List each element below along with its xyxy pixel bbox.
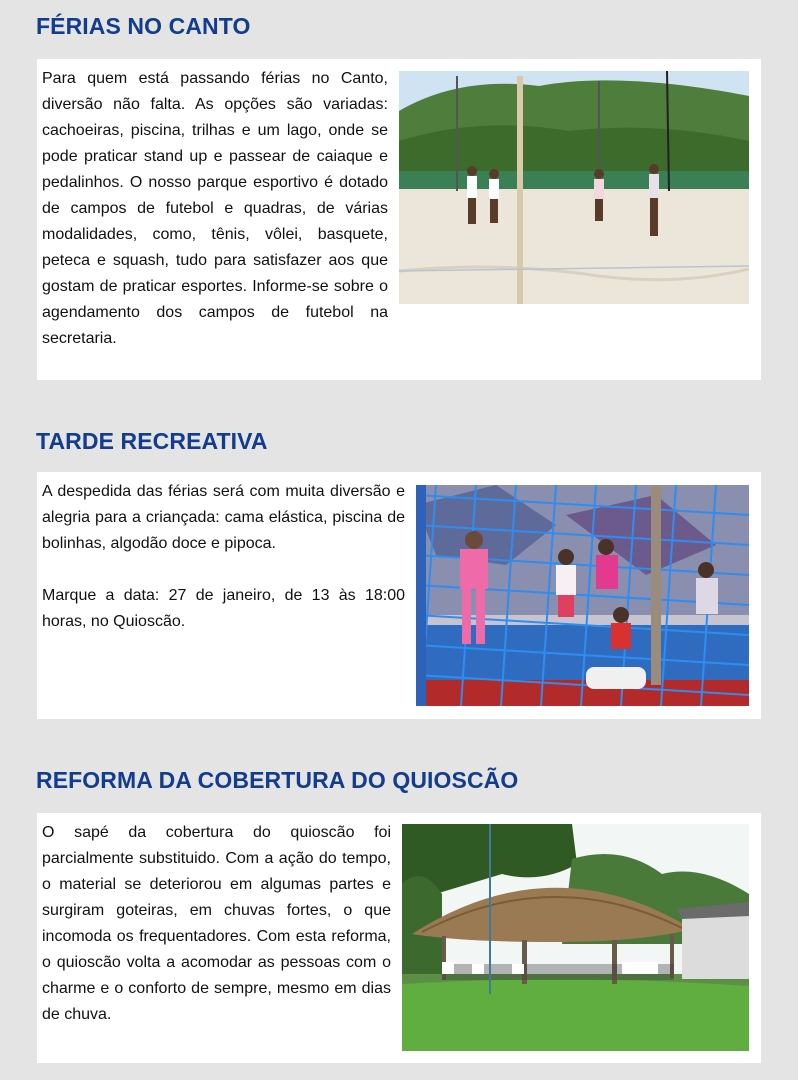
section-card	[37, 59, 761, 380]
paragraph: A despedida das férias será com muita diversão e alegria para a criançada: cama elástica, piscina de bolinhas, algodão doce e pipoca.	[42, 483, 405, 552]
section-text	[42, 820, 391, 1028]
section-title: TARDE RECREATIVA	[36, 428, 268, 454]
beach-volleyball-photo	[399, 71, 749, 304]
paragraph: Para quem está passando férias no Canto, diversão não falta. As opções são variadas: cachoeiras, piscina, trilhas e um lago, onde se pode praticar stand up e passear de caiaque e pedalinhos. O nosso parque esportivo é dotado de campos de futebol e quadras, de várias modalidades, como, tênis, vôlei, basquete, peteca e squash, tudo para satisfazer aos que gostam de praticar esportes. Informe-se sobre o agendamento dos campos de futebol na secretaria.	[42, 70, 388, 347]
section-title: FÉRIAS NO CANTO	[36, 13, 251, 39]
section-text	[42, 66, 388, 352]
section-text	[42, 479, 405, 635]
paragraph: O sapé da cobertura do quioscão foi parcialmente substituido. Com a ação do tempo, o material se deteriorou em algumas partes e surgiram goteiras, em chuvas fortes, o que incomoda os frequentadores. Com esta reforma, o quioscão volta a acomodar as pessoas com o charme e o conforto de sempre, mesmo em dias de chuva.	[42, 824, 391, 1023]
trampoline-children-photo	[416, 485, 749, 706]
section-card	[37, 472, 761, 719]
thatched-kiosk-photo	[402, 824, 749, 1051]
section-title: REFORMA DA COBERTURA DO QUIOSCÃO	[36, 767, 519, 793]
section-card	[37, 813, 761, 1063]
paragraph: Marque a data: 27 de janeiro, de 13 às 18:00 horas, no Quioscão.	[42, 587, 405, 630]
